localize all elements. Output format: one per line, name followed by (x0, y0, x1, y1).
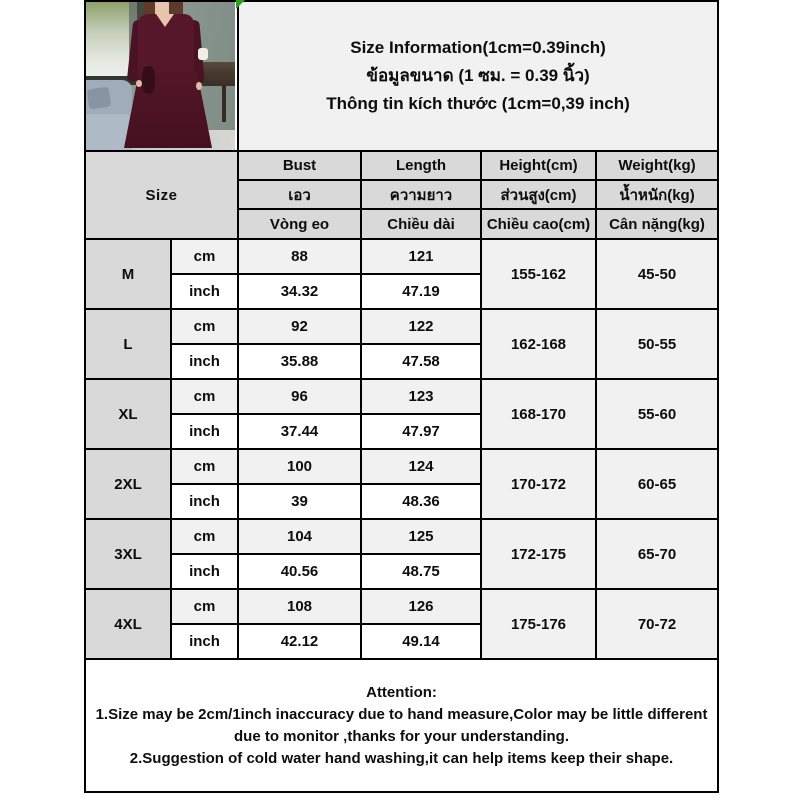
row-4xl-height: 175-176 (481, 589, 596, 659)
row-m-length-cm: 121 (361, 239, 481, 274)
row-2xl-size: 2XL (85, 449, 171, 519)
photo-model-hand-right (196, 82, 202, 90)
row-xl-bust-inch: 37.44 (238, 414, 361, 449)
row-4xl-weight: 70-72 (596, 589, 718, 659)
row-2xl-bust-inch: 39 (238, 484, 361, 519)
photo-console-leg (222, 86, 226, 122)
row-2xl-height: 170-172 (481, 449, 596, 519)
row-2xl-length-inch: 48.36 (361, 484, 481, 519)
row-3xl-unit-inch: inch (171, 554, 238, 589)
row-4xl-length-inch: 49.14 (361, 624, 481, 659)
photo-sofa-pillow (87, 87, 112, 110)
row-l-length-cm: 122 (361, 309, 481, 344)
row-4xl-bust-inch: 42.12 (238, 624, 361, 659)
header-bust-vi: Vòng eo (238, 209, 361, 239)
title-english: Size Information(1cm=0.39inch) (350, 38, 606, 57)
row-xl-size: XL (85, 379, 171, 449)
photo-model-hand-left (136, 80, 142, 87)
row-l-bust-inch: 35.88 (238, 344, 361, 379)
row-3xl-length-cm: 125 (361, 519, 481, 554)
row-3xl-length-inch: 48.75 (361, 554, 481, 589)
row-xl-weight: 55-60 (596, 379, 718, 449)
row-4xl-size: 4XL (85, 589, 171, 659)
row-xl-length-inch: 47.97 (361, 414, 481, 449)
row-m-length-inch: 47.19 (361, 274, 481, 309)
row-l-unit-inch: inch (171, 344, 238, 379)
row-l-size: L (85, 309, 171, 379)
header-size: Size (85, 151, 238, 239)
header-length-en: Length (361, 151, 481, 180)
row-m-bust-inch: 34.32 (238, 274, 361, 309)
header-weight-th: น้ำหนัก(kg) (596, 180, 718, 209)
header-weight-en: Weight(kg) (596, 151, 718, 180)
size-chart-sheet (84, 0, 717, 793)
header-length-th: ความยาว (361, 180, 481, 209)
row-l-length-inch: 47.58 (361, 344, 481, 379)
row-m-unit-cm: cm (171, 239, 238, 274)
row-m-bust-cm: 88 (238, 239, 361, 274)
product-photo-cell (85, 1, 238, 151)
header-length-vi: Chiều dài (361, 209, 481, 239)
row-3xl-height: 172-175 (481, 519, 596, 589)
row-4xl-unit-cm: cm (171, 589, 238, 624)
title-block (238, 1, 718, 151)
row-2xl-bust-cm: 100 (238, 449, 361, 484)
row-xl-unit-inch: inch (171, 414, 238, 449)
header-height-vi: Chiều cao(cm) (481, 209, 596, 239)
row-xl-length-cm: 123 (361, 379, 481, 414)
header-bust-en: Bust (238, 151, 361, 180)
header-weight-vi: Cân nặng(kg) (596, 209, 718, 239)
row-m-unit-inch: inch (171, 274, 238, 309)
row-3xl-unit-cm: cm (171, 519, 238, 554)
row-l-bust-cm: 92 (238, 309, 361, 344)
row-3xl-bust-cm: 104 (238, 519, 361, 554)
row-4xl-unit-inch: inch (171, 624, 238, 659)
product-photo (86, 2, 235, 150)
photo-white-bag (198, 48, 208, 60)
row-2xl-unit-inch: inch (171, 484, 238, 519)
row-2xl-weight: 60-65 (596, 449, 718, 519)
photo-dress-embroidery (142, 66, 155, 94)
row-l-weight: 50-55 (596, 309, 718, 379)
row-3xl-bust-inch: 40.56 (238, 554, 361, 589)
row-l-height: 162-168 (481, 309, 596, 379)
title-thai: ข้อมูลขนาด (1 ซม. = 0.39 นิ้ว) (366, 66, 590, 85)
row-m-height: 155-162 (481, 239, 596, 309)
row-xl-bust-cm: 96 (238, 379, 361, 414)
row-m-weight: 45-50 (596, 239, 718, 309)
attention-note-2: 2.Suggestion of cold water hand washing,it can help items keep their shape. (129, 749, 674, 767)
row-3xl-weight: 65-70 (596, 519, 718, 589)
row-m-size: M (85, 239, 171, 309)
attention-heading: Attention: (366, 683, 437, 701)
row-4xl-length-cm: 126 (361, 589, 481, 624)
attention-block (85, 659, 718, 792)
row-3xl-size: 3XL (85, 519, 171, 589)
header-bust-th: เอว (238, 180, 361, 209)
size-table (84, 0, 719, 793)
header-height-en: Height(cm) (481, 151, 596, 180)
row-l-unit-cm: cm (171, 309, 238, 344)
row-xl-unit-cm: cm (171, 379, 238, 414)
row-4xl-bust-cm: 108 (238, 589, 361, 624)
header-height-th: ส่วนสูง(cm) (481, 180, 596, 209)
title-vietnamese: Thông tin kích thước (1cm=0,39 inch) (326, 94, 630, 113)
row-2xl-length-cm: 124 (361, 449, 481, 484)
attention-note-1: 1.Size may be 2cm/1inch inaccuracy due to hand measure,Color may be little different due to monitor ,thanks for your understanding. (95, 705, 708, 745)
row-xl-height: 168-170 (481, 379, 596, 449)
row-2xl-unit-cm: cm (171, 449, 238, 484)
